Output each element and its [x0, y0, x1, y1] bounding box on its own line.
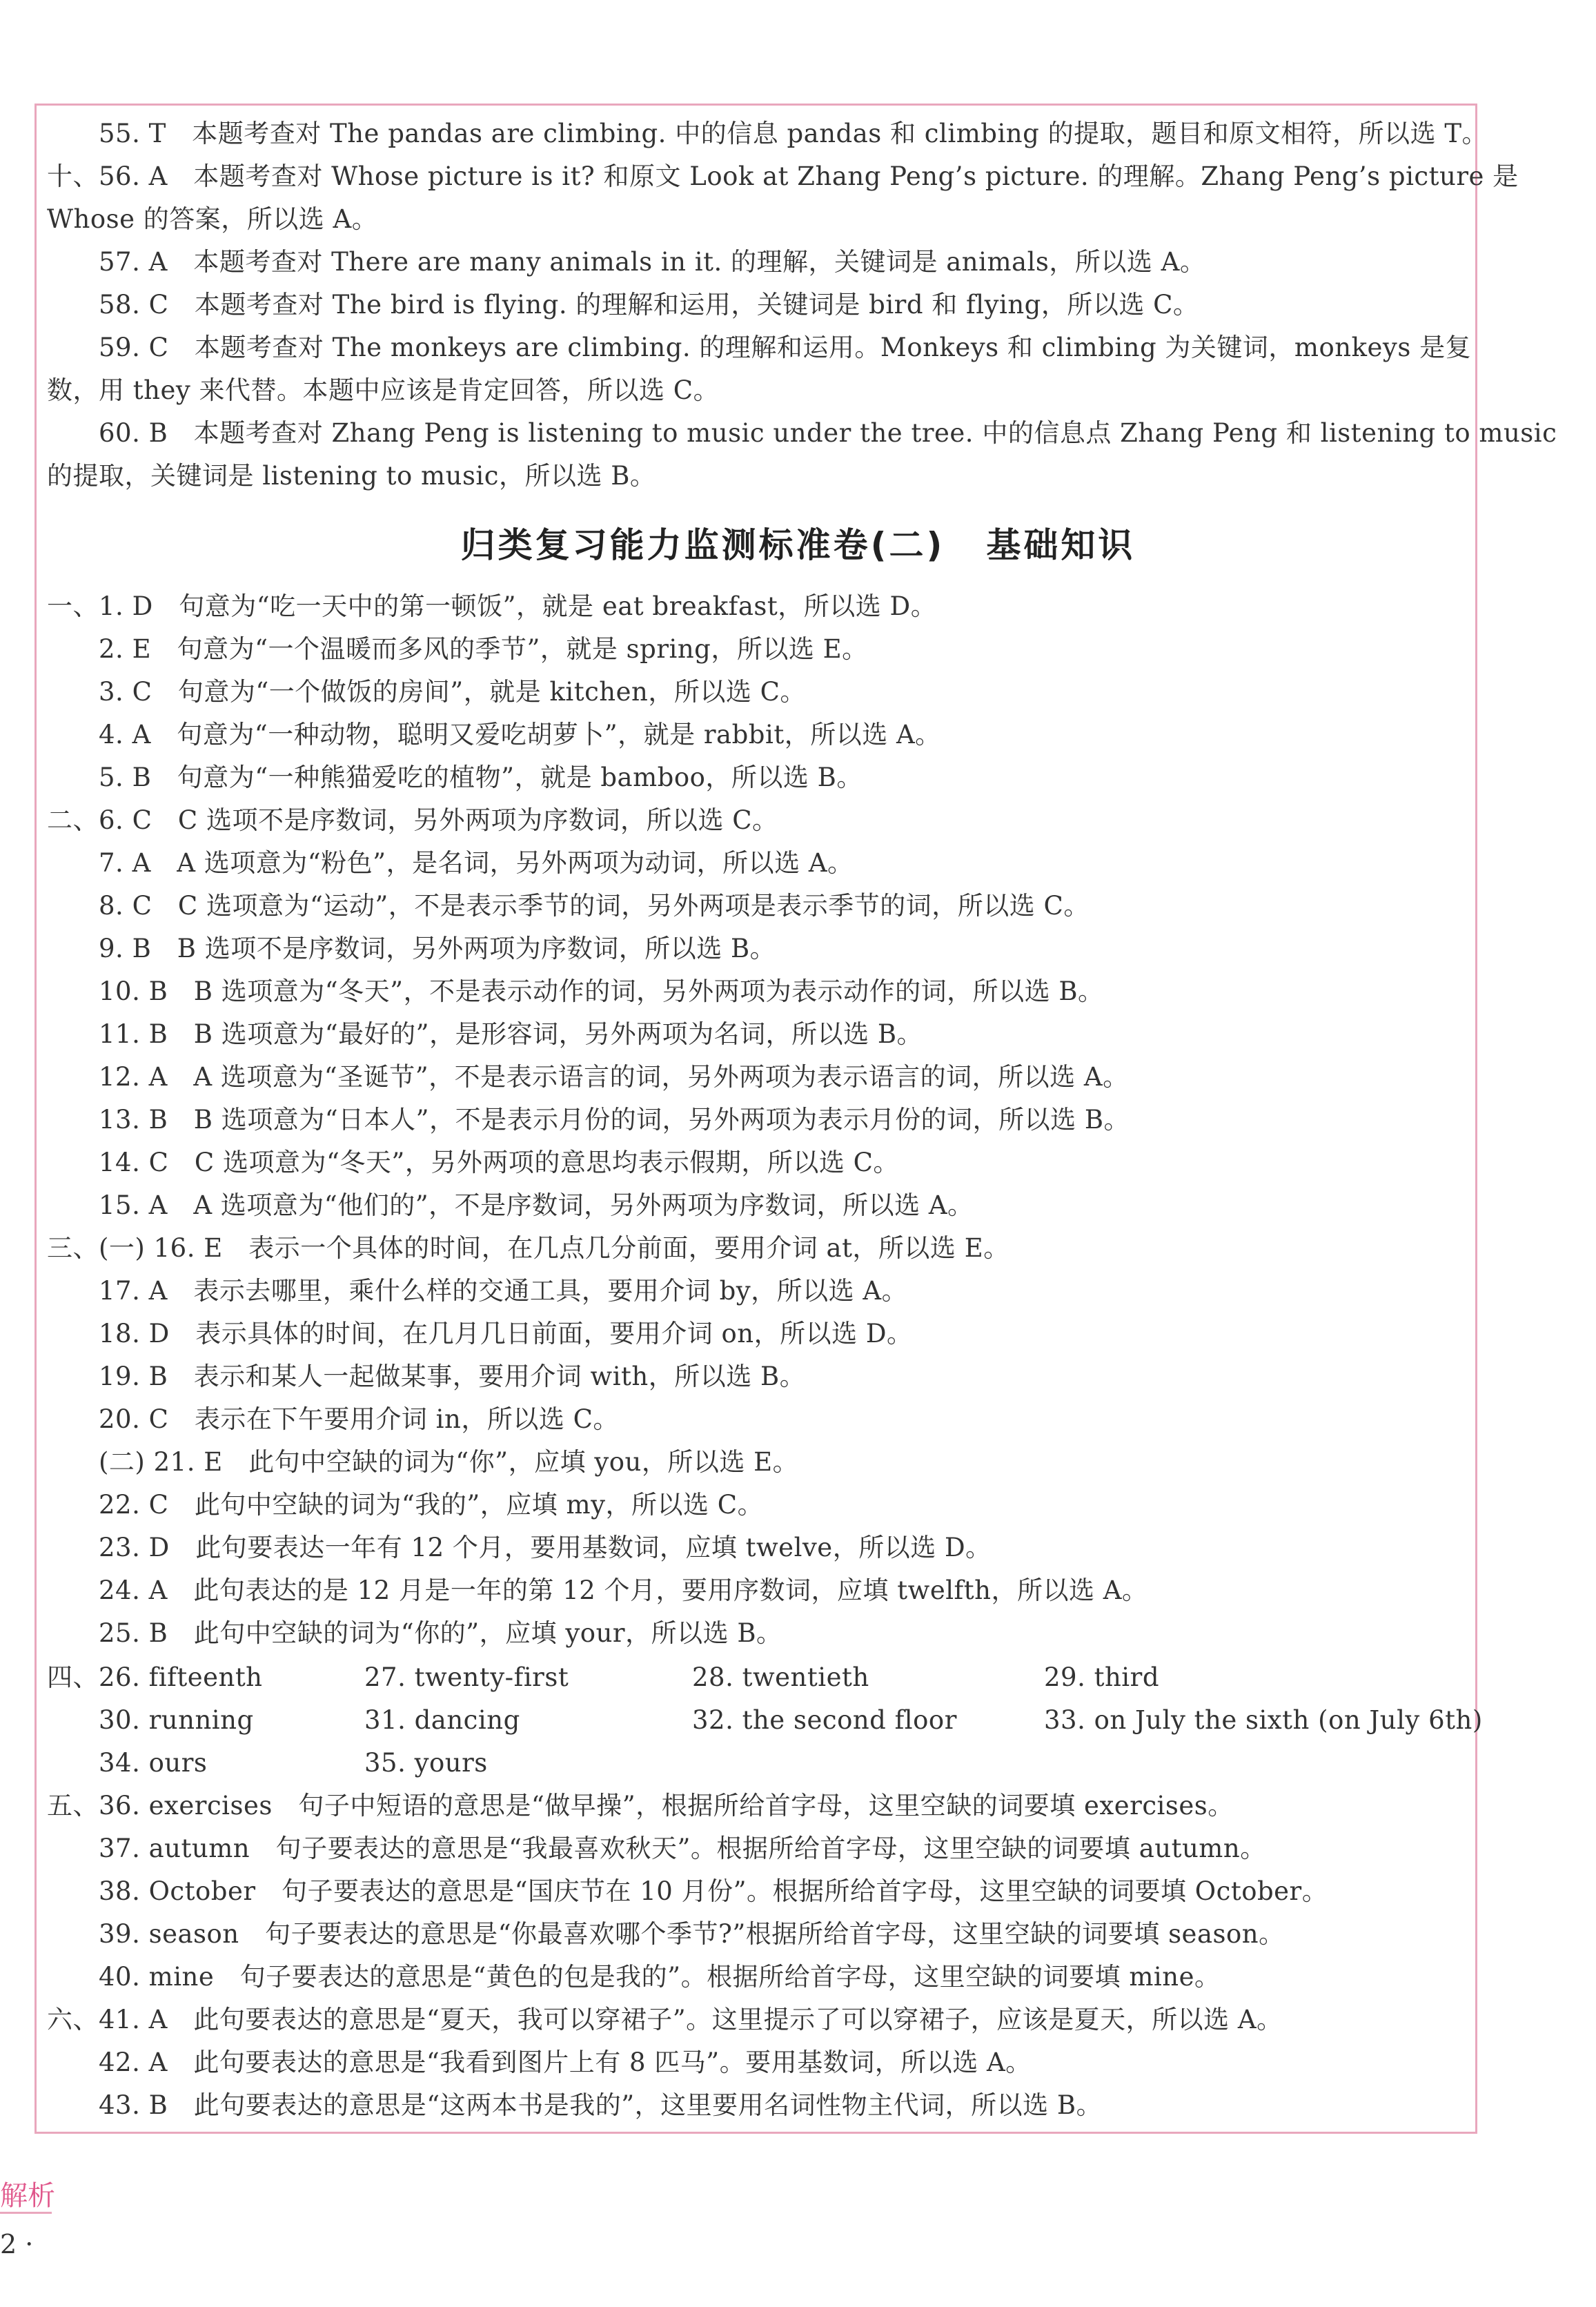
text-line: 十、56. A 本题考查对 Whose picture is it? 和原文 Look at Zhang Peng’s picture. 的理解。Zhang Peng’s picture 是: [47, 161, 1519, 191]
text-line: 4. A 句意为“一种动物，聪明又爱吃胡萝卜”，就是 rabbit，所以选 A。: [47, 720, 941, 749]
text-line: 数，用 they 来代替。本题中应该是肯定回答，所以选 C。: [47, 375, 720, 405]
text-line: 25. B 此句中空缺的词为“你的”，应填 your，所以选 B。: [47, 1618, 782, 1648]
text-line: 43. B 此句要表达的意思是“这两本书是我的”，这里要用名词性物主代词，所以选 B。: [47, 2090, 1103, 2120]
list-item: 27. twenty-first: [364, 1662, 569, 1692]
list-item: 34. ours: [47, 1748, 208, 1778]
text-line: 9. B B 选项不是序数词，另外两项为序数词，所以选 B。: [47, 934, 776, 963]
text-line: 13. B B 选项意为“日本人”，不是表示月份的词，另外两项为表示月份的词，所以选 B。: [47, 1105, 1130, 1135]
text-line: 37. autumn 句子要表达的意思是“我最喜欢秋天”。根据所给首字母，这里空缺的词要填 autumn。: [47, 1834, 1266, 1863]
text-line: 59. C 本题考查对 The monkeys are climbing. 的理解和运用。Monkeys 和 climbing 为关键词，monkeys 是复: [47, 333, 1472, 362]
text-line: 17. A 表示去哪里，乘什么样的交通工具，要用介词 by，所以选 A。: [47, 1276, 908, 1306]
list-item: 四、26. fifteenth: [47, 1662, 263, 1692]
text-line: 六、41. A 此句要表达的意思是“夏天，我可以穿裙子”。这里提示了可以穿裙子，应该是夏天，所以选 A。: [47, 2005, 1283, 2034]
text-line: 24. A 此句表达的是 12 月是一年的第 12 个月，要用序数词，应填 twelfth，所以选 A。: [47, 1575, 1148, 1605]
list-item: 29. third: [1044, 1662, 1160, 1692]
text-line: 10. B B 选项意为“冬天”，不是表示动作的词，另外两项为表示动作的词，所以选 B。: [47, 976, 1104, 1006]
text-line: 22. C 此句中空缺的词为“我的”，应填 my，所以选 C。: [47, 1490, 764, 1520]
text-line: 42. A 此句要表达的意思是“我看到图片上有 8 匹马”。要用基数词，所以选 A。: [47, 2048, 1032, 2077]
text-line: 20. C 表示在下午要用介词 in，所以选 C。: [47, 1404, 619, 1434]
footer-label: 解析: [0, 2180, 55, 2212]
list-item: 31. dancing: [364, 1705, 520, 1735]
text-line: 2. E 句意为“一个温暖而多风的季节”，就是 spring，所以选 E。: [47, 634, 868, 664]
section-title-sub: 基础知识: [986, 525, 1136, 565]
list-item: 35. yours: [364, 1748, 488, 1778]
list-item: 30. running: [47, 1705, 254, 1735]
list-item: 28. twentieth: [692, 1662, 869, 1692]
text-line: 11. B B 选项意为“最好的”，是形容词，另外两项为名词，所以选 B。: [47, 1019, 923, 1049]
text-line: 55. T 本题考查对 The pandas are climbing. 中的信息 pandas 和 climbing 的提取，题目和原文相符，所以选 T。: [47, 119, 1488, 148]
text-line: Whose 的答案，所以选 A。: [47, 204, 378, 234]
section-title: [0, 518, 1596, 567]
text-line: 60. B 本题考查对 Zhang Peng is listening to music under the tree. 中的信息点 Zhang Peng 和 listening to music: [47, 418, 1557, 448]
list-item: 33. on July the sixth (on July 6th): [1044, 1705, 1483, 1735]
text-line: 58. C 本题考查对 The bird is flying. 的理解和运用，关键词是 bird 和 flying，所以选 C。: [47, 290, 1199, 320]
text-line: 39. season 句子要表达的意思是“你最喜欢哪个季节?”根据所给首字母，这里空缺的词要填 season。: [47, 1919, 1285, 1949]
section-title-main: 归类复习能力监测标准卷(二): [460, 525, 945, 565]
text-line: 57. A 本题考查对 There are many animals in it. 的理解，关键词是 animals，所以选 A。: [47, 247, 1206, 277]
text-line: 的提取，关键词是 listening to music，所以选 B。: [47, 461, 656, 491]
footer-divider: [0, 2212, 52, 2214]
text-line: 40. mine 句子要表达的意思是“黄色的包是我的”。根据所给首字母，这里空缺的词要填 mine。: [47, 1962, 1221, 1992]
text-line: 12. A A 选项意为“圣诞节”，不是表示语言的词，另外两项为表示语言的词，所以选 A。: [47, 1062, 1129, 1092]
text-line: 8. C C 选项意为“运动”，不是表示季节的词，另外两项是表示季节的词，所以选 C。: [47, 891, 1090, 921]
text-line: 14. C C 选项意为“冬天”，另外两项的意思均表示假期，所以选 C。: [47, 1148, 899, 1177]
text-line: (二) 21. E 此句中空缺的词为“你”，应填 you，所以选 E。: [47, 1447, 799, 1477]
text-line: 38. October 句子要表达的意思是“国庆节在 10 月份”。根据所给首字母，这里空缺的词要填 October。: [47, 1876, 1328, 1906]
text-line: 5. B 句意为“一种熊猫爱吃的植物”，就是 bamboo，所以选 B。: [47, 763, 863, 792]
text-line: 23. D 此句要表达一年有 12 个月，要用基数词，应填 twelve，所以选 D。: [47, 1533, 992, 1562]
text-line: 一、1. D 句意为“吃一天中的第一顿饭”，就是 eat breakfast，所以选 D。: [47, 591, 937, 621]
list-item: 32. the second floor: [692, 1705, 957, 1735]
text-line: 19. B 表示和某人一起做某事，要用介词 with，所以选 B。: [47, 1362, 806, 1391]
text-line: 五、36. exercises 句子中短语的意思是“做早操”，根据所给首字母，这里空缺的词要填 exercises。: [47, 1791, 1234, 1820]
text-line: 15. A A 选项意为“他们的”，不是序数词，另外两项为序数词，所以选 A。: [47, 1190, 974, 1220]
text-line: 18. D 表示具体的时间，在几月几日前面，要用介词 on，所以选 D。: [47, 1319, 913, 1348]
text-line: 二、6. C C 选项不是序数词，另外两项为序数词，所以选 C。: [47, 805, 778, 835]
text-line: 三、(一) 16. E 表示一个具体的时间，在几点几分前面，要用介词 at，所以选 E。: [47, 1233, 1009, 1263]
text-line: 3. C 句意为“一个做饭的房间”，就是 kitchen，所以选 C。: [47, 677, 806, 707]
text-line: 7. A A 选项意为“粉色”，是名词，另外两项为动词，所以选 A。: [47, 848, 854, 878]
page-number: 2 ·: [0, 2229, 34, 2259]
